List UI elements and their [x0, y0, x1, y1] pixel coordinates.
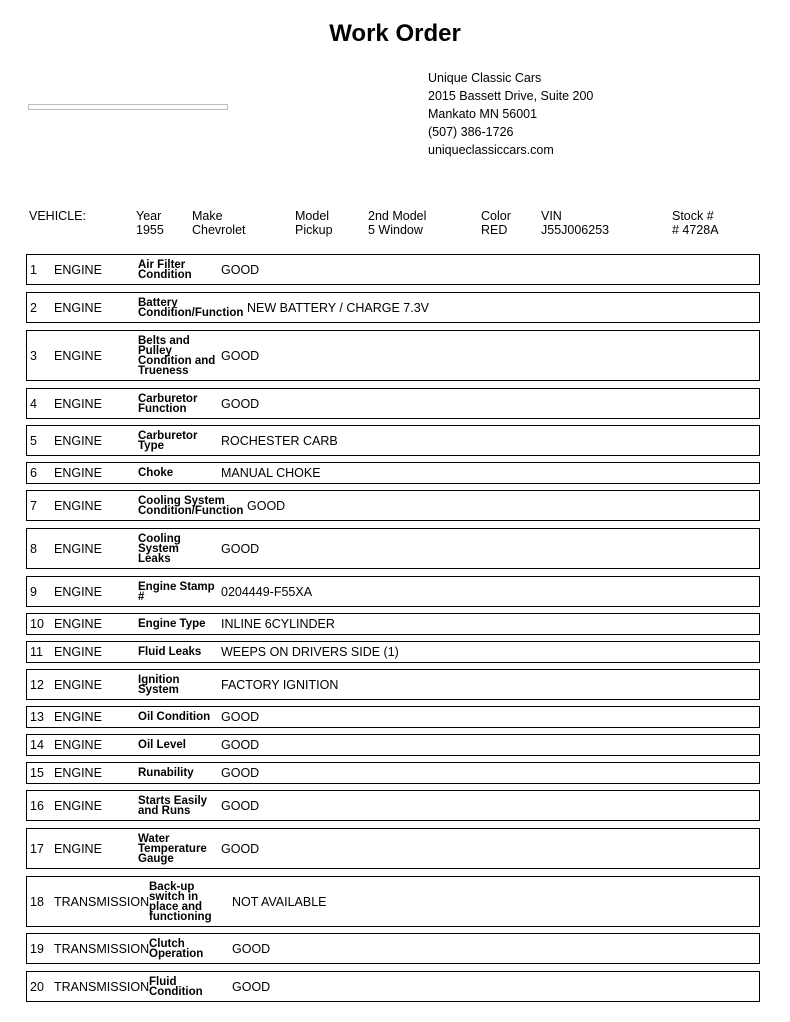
row-item: Fluid Condition: [149, 975, 203, 998]
row-item: Battery Condition/Function: [138, 296, 244, 319]
row-category: ENGINE: [54, 798, 102, 813]
inspection-row: [26, 828, 760, 869]
row-number: 14: [30, 738, 44, 752]
row-item: Belts and Pulley Condition and Trueness: [138, 334, 216, 377]
vehicle-model-label: Model: [295, 209, 330, 223]
row-category: ENGINE: [54, 466, 102, 480]
company-city: Mankato MN 56001: [428, 107, 538, 121]
vehicle-year: [136, 209, 164, 237]
row-category: ENGINE: [54, 498, 102, 513]
row-number: 6: [30, 466, 37, 480]
company-phone: (507) 386-1726: [428, 125, 514, 139]
row-value: GOOD: [221, 841, 260, 856]
vehicle-year-label: Year: [136, 209, 162, 223]
row-number: 1: [30, 262, 37, 277]
vehicle-color: [481, 209, 511, 237]
vehicle-color-value: RED: [481, 223, 508, 237]
page-title: Work Order: [329, 20, 461, 47]
row-item: Engine Type: [138, 618, 206, 630]
row-value: ROCHESTER CARB: [221, 433, 338, 448]
row-item: Oil Condition: [138, 711, 211, 723]
row-value: GOOD: [221, 541, 260, 556]
row-category: TRANSMISSION: [54, 979, 150, 994]
row-item: Starts Easily and Runs: [138, 794, 208, 817]
inspection-row: [26, 388, 760, 419]
row-number: 18: [30, 894, 44, 909]
row-category: ENGINE: [54, 541, 102, 556]
row-category: ENGINE: [54, 396, 102, 411]
inspection-row: [26, 292, 760, 323]
row-item: Clutch Operation: [149, 937, 204, 960]
row-value: MANUAL CHOKE: [221, 466, 321, 480]
row-value: INLINE 6CYLINDER: [221, 617, 335, 631]
row-category: ENGINE: [54, 677, 102, 692]
row-number: 3: [30, 348, 37, 363]
row-number: 17: [30, 841, 44, 856]
row-category: ENGINE: [54, 766, 102, 780]
row-value: GOOD: [232, 979, 271, 994]
inspection-row: [26, 425, 760, 456]
inspection-row: [26, 790, 760, 821]
inspection-row: [26, 576, 760, 607]
row-number: 19: [30, 941, 44, 956]
row-item: Runability: [138, 767, 194, 779]
row-category: TRANSMISSION: [54, 941, 150, 956]
company-name: Unique Classic Cars: [428, 71, 542, 85]
row-item: Water Temperature Gauge: [138, 832, 207, 865]
vehicle-make-label: Make: [192, 209, 223, 223]
inspection-row: [26, 528, 760, 569]
row-value: GOOD: [221, 348, 260, 363]
row-item: Oil Level: [138, 739, 186, 751]
row-value: NOT AVAILABLE: [232, 894, 327, 909]
row-value: GOOD: [221, 710, 260, 724]
inspection-row: [26, 706, 760, 728]
row-category: ENGINE: [54, 584, 102, 599]
vehicle-make: [192, 209, 246, 237]
row-item: Engine Stamp #: [138, 580, 215, 603]
vehicle-2nd-model-label: 2nd Model: [368, 209, 427, 223]
row-item: Air Filter Condition: [138, 258, 192, 281]
inspection-row: [26, 971, 760, 1002]
vehicle-make-value: Chevrolet: [192, 223, 246, 237]
row-item: Ignition System: [138, 673, 180, 696]
row-number: 4: [30, 396, 37, 411]
row-value: GOOD: [221, 396, 260, 411]
row-number: 15: [30, 766, 44, 780]
row-value: GOOD: [221, 766, 260, 780]
row-number: 10: [30, 617, 44, 631]
row-number: 9: [30, 584, 37, 599]
row-item: Fluid Leaks: [138, 646, 202, 658]
row-value: GOOD: [232, 941, 271, 956]
vehicle-info: [0, 209, 790, 239]
row-value: WEEPS ON DRIVERS SIDE (1): [221, 645, 399, 659]
company-website: uniqueclassiccars.com: [428, 143, 554, 157]
vehicle-vin-label: VIN: [541, 209, 562, 223]
inspection-row: [26, 330, 760, 381]
inspection-row: [26, 462, 760, 484]
row-category: ENGINE: [54, 262, 102, 277]
vehicle-2nd-model-value: 5 Window: [368, 223, 423, 237]
row-value: 0204449-F55XA: [221, 584, 313, 599]
vehicle-2nd-model: [368, 209, 426, 237]
vehicle-color-label: Color: [481, 209, 511, 223]
inspection-row: [26, 669, 760, 700]
vehicle-stock-label: Stock #: [672, 209, 714, 223]
row-value: GOOD: [221, 798, 260, 813]
row-number: 5: [30, 433, 37, 448]
inspection-row: [26, 490, 760, 521]
row-category: ENGINE: [54, 617, 102, 631]
row-item: Back-up switch in place and functioning: [149, 880, 212, 923]
logo-placeholder: [28, 104, 228, 110]
vehicle-model: [295, 209, 333, 237]
inspection-row: [26, 876, 760, 927]
row-number: 8: [30, 541, 37, 556]
vehicle-vin: [541, 209, 609, 237]
row-category: ENGINE: [54, 348, 102, 363]
row-item: Carburetor Type: [138, 429, 198, 452]
row-value: FACTORY IGNITION: [221, 677, 339, 692]
row-value: NEW BATTERY / CHARGE 7.3V: [247, 300, 429, 315]
inspection-row: [26, 933, 760, 964]
vehicle-stock-value: # 4728A: [672, 223, 719, 237]
row-category: ENGINE: [54, 710, 102, 724]
vehicle-stock: [672, 209, 719, 237]
row-item: Carburetor Function: [138, 392, 198, 415]
row-number: 2: [30, 300, 37, 315]
row-number: 16: [30, 798, 44, 813]
row-value: GOOD: [221, 738, 260, 752]
row-number: 7: [30, 498, 37, 513]
row-number: 13: [30, 710, 44, 724]
row-category: ENGINE: [54, 433, 102, 448]
inspection-row: [26, 762, 760, 784]
row-category: ENGINE: [54, 645, 102, 659]
vehicle-year-value: 1955: [136, 223, 164, 237]
inspection-row: [26, 254, 760, 285]
row-category: TRANSMISSION: [54, 894, 150, 909]
row-category: ENGINE: [54, 738, 102, 752]
row-item: Cooling System Leaks: [138, 532, 181, 565]
vehicle-model-value: Pickup: [295, 223, 333, 237]
row-value: GOOD: [247, 498, 286, 513]
row-number: 12: [30, 677, 44, 692]
vehicle-vin-value: J55J006253: [541, 223, 610, 237]
company-street: 2015 Bassett Drive, Suite 200: [428, 89, 594, 103]
row-value: GOOD: [221, 262, 260, 277]
inspection-row: [26, 734, 760, 756]
company-address-block: [428, 69, 593, 159]
row-number: 11: [30, 645, 43, 659]
inspection-row: [26, 641, 760, 663]
row-item: Choke: [138, 467, 174, 479]
inspection-row: [26, 613, 760, 635]
row-number: 20: [30, 979, 44, 994]
row-category: ENGINE: [54, 300, 102, 315]
row-category: ENGINE: [54, 841, 102, 856]
vehicle-label: VEHICLE:: [29, 209, 86, 223]
row-item: Cooling System Condition/Function: [138, 494, 244, 517]
